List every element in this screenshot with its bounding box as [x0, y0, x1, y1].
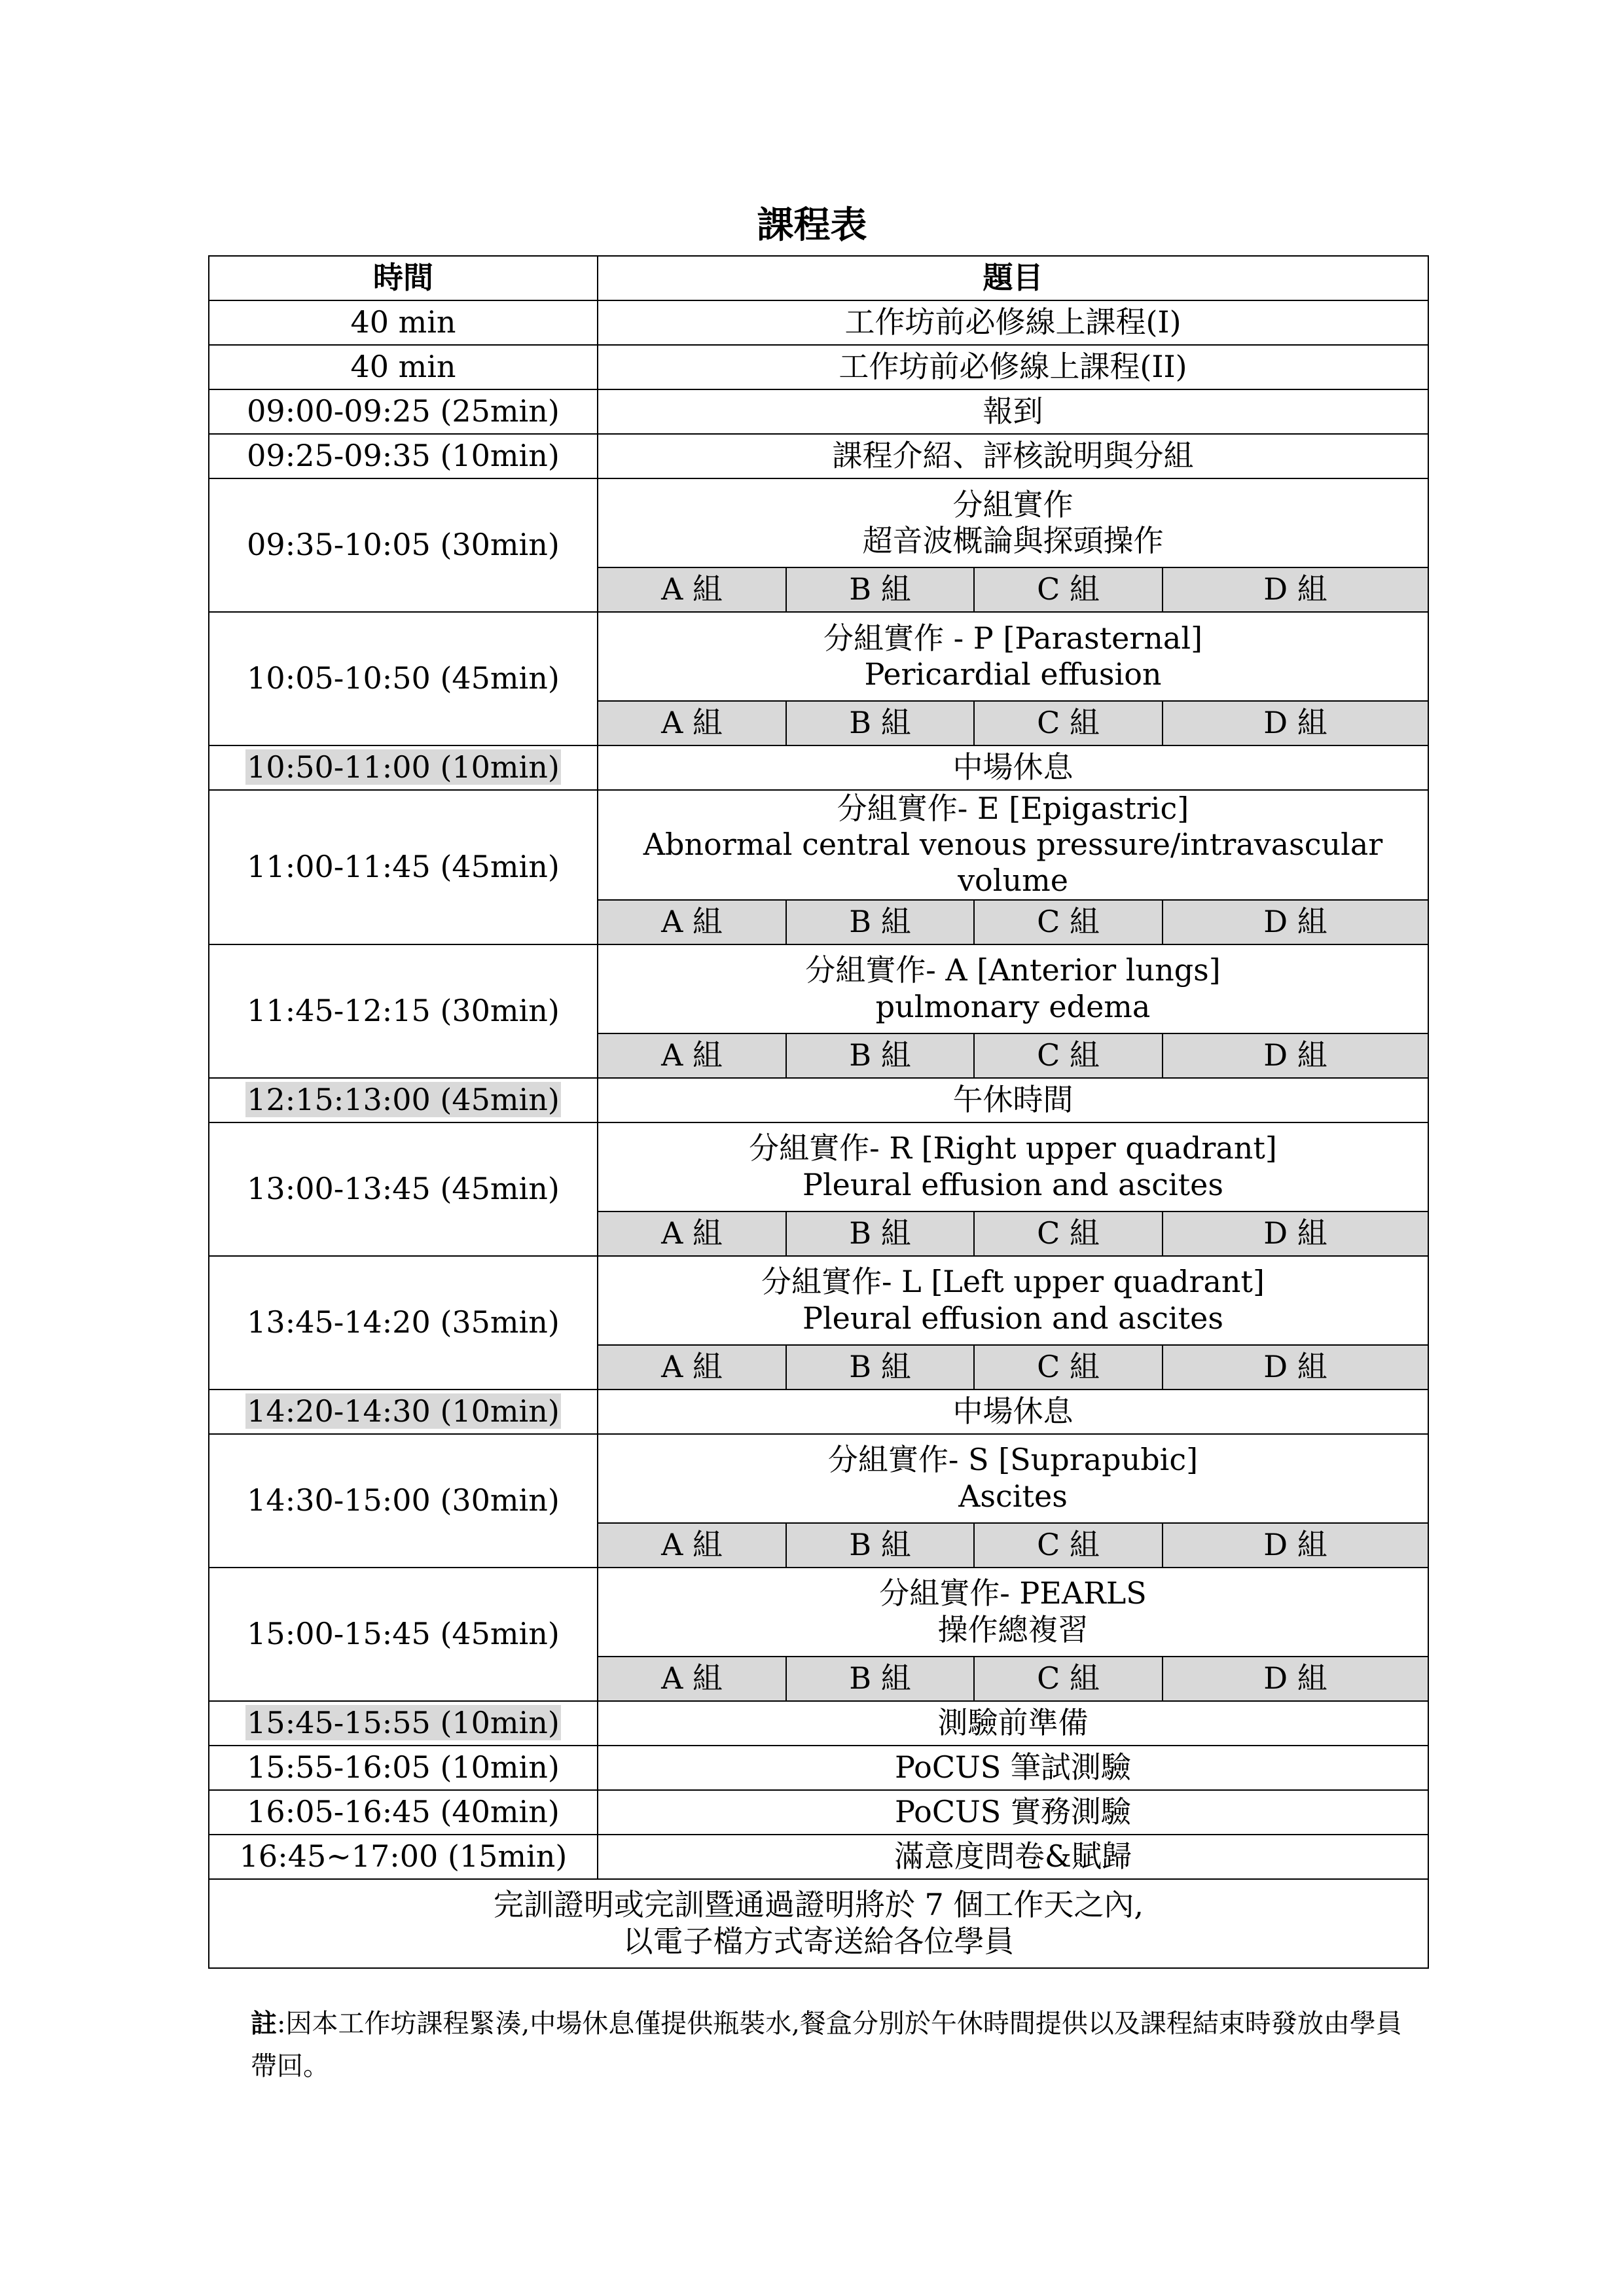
group-cell: B 組: [786, 1657, 974, 1701]
time-cell: 13:00-13:45 (45min): [209, 1122, 598, 1256]
group-cell: B 組: [786, 1345, 974, 1390]
topic-cell: PoCUS 筆試測驗: [598, 1746, 1428, 1790]
time-cell: 09:35-10:05 (30min): [209, 478, 598, 612]
topic-cell: 課程介紹、評核說明與分組: [598, 434, 1428, 478]
group-cell: C 組: [974, 1033, 1163, 1078]
group-cell: B 組: [786, 900, 974, 944]
group-cell: C 組: [974, 900, 1163, 944]
footnote: [251, 2003, 1416, 2088]
session-row: [209, 1568, 1428, 1657]
group-cell: C 組: [974, 1211, 1163, 1256]
time-cell: 09:00-09:25 (25min): [209, 389, 598, 434]
time-highlight: 15:45-15:55 (10min): [247, 1704, 560, 1740]
session-topic-line1: 分組實作 - P [Parasternal]: [823, 620, 1203, 656]
session-topic-line2: Pleural effusion and ascites: [803, 1166, 1223, 1202]
time-cell: 13:45-14:20 (35min): [209, 1256, 598, 1390]
schedule-table: [208, 255, 1429, 1969]
session-topic-line2: pulmonary edema: [875, 988, 1151, 1024]
time-cell: 14:30-15:00 (30min): [209, 1434, 598, 1568]
break-label: 中場休息: [598, 745, 1428, 790]
group-cell: A 組: [598, 1345, 786, 1390]
time-cell: 11:45-12:15 (30min): [209, 944, 598, 1078]
group-cell: B 組: [786, 567, 974, 612]
page-title: 課程表: [757, 204, 867, 247]
session-row: [209, 1434, 1428, 1523]
group-cell: C 組: [974, 1657, 1163, 1701]
session-topic-line2: 操作總複習: [937, 1611, 1089, 1647]
group-cell: C 組: [974, 701, 1163, 745]
schedule-row: [209, 1835, 1428, 1879]
session-topic-line1: 分組實作- R [Right upper quadrant]: [749, 1130, 1277, 1166]
session-topic-cell: [598, 790, 1428, 900]
session-topic-line2: Pericardial effusion: [864, 656, 1162, 692]
footer-line2: 以電子檔方式寄送給各位學員: [623, 1923, 1015, 1959]
schedule-row: [209, 1790, 1428, 1835]
footnote-label: 註: [251, 2009, 277, 2039]
topic-cell: 報到: [598, 389, 1428, 434]
break-label: 測驗前準備: [598, 1701, 1428, 1746]
group-cell: D 組: [1163, 1345, 1428, 1390]
schedule-row: [209, 345, 1428, 389]
session-topic-cell: [598, 478, 1428, 567]
session-row: [209, 1122, 1428, 1211]
session-topic-cell: [598, 612, 1428, 701]
time-cell: 16:05-16:45 (40min): [209, 1790, 598, 1835]
group-cell: A 組: [598, 567, 786, 612]
session-topic-cell: [598, 1122, 1428, 1211]
session-topic-line2: Abnormal central venous pressure/intravascular volume: [643, 827, 1383, 899]
break-row: [209, 1701, 1428, 1746]
session-topic-line1: 分組實作- S [Suprapubic]: [827, 1442, 1199, 1478]
time-cell: [209, 745, 598, 790]
session-topic-cell: [598, 944, 1428, 1033]
header-topic: 題目: [598, 256, 1428, 300]
footnote-text: :因本工作坊課程緊湊,中場休息僅提供瓶裝水,餐盒分別於午休時間提供以及課程結束時發放由學員帶回。: [251, 2009, 1402, 2081]
time-highlight: 10:50-11:00 (10min): [247, 749, 560, 785]
group-cell: C 組: [974, 567, 1163, 612]
session-topic-cell: [598, 1568, 1428, 1657]
session-row: [209, 478, 1428, 567]
table-header-row: [209, 256, 1428, 300]
group-cell: D 組: [1163, 1523, 1428, 1568]
group-cell: C 組: [974, 1523, 1163, 1568]
time-cell: 40 min: [209, 345, 598, 389]
time-cell: 11:00-11:45 (45min): [209, 790, 598, 944]
topic-cell: 工作坊前必修線上課程(II): [598, 345, 1428, 389]
session-row: [209, 612, 1428, 701]
session-topic-line2: Pleural effusion and ascites: [803, 1300, 1223, 1336]
group-cell: A 組: [598, 900, 786, 944]
footer-line1: 完訓證明或完訓暨通過證明將於 7 個工作天之內,: [493, 1887, 1144, 1923]
group-cell: B 組: [786, 1033, 974, 1078]
group-cell: D 組: [1163, 1033, 1428, 1078]
time-cell: 16:45~17:00 (15min): [209, 1835, 598, 1879]
time-cell: [209, 1078, 598, 1122]
session-topic-line2: 超音波概論與探頭操作: [862, 523, 1164, 558]
group-cell: D 組: [1163, 1657, 1428, 1701]
group-cell: D 組: [1163, 900, 1428, 944]
time-cell: 40 min: [209, 300, 598, 345]
group-cell: B 組: [786, 701, 974, 745]
session-topic-cell: [598, 1434, 1428, 1523]
group-cell: B 組: [786, 1523, 974, 1568]
session-topic-line2: Ascites: [958, 1478, 1068, 1514]
group-cell: C 組: [974, 1345, 1163, 1390]
time-cell: 09:25-09:35 (10min): [209, 434, 598, 478]
session-topic-cell: [598, 1256, 1428, 1345]
topic-cell: 滿意度問卷&賦歸: [598, 1835, 1428, 1879]
schedule-row: [209, 1746, 1428, 1790]
break-row: [209, 1390, 1428, 1434]
footer-row: [209, 1879, 1428, 1968]
group-cell: A 組: [598, 1033, 786, 1078]
footer-cell: [209, 1879, 1428, 1968]
topic-cell: 工作坊前必修線上課程(I): [598, 300, 1428, 345]
time-cell: 15:55-16:05 (10min): [209, 1746, 598, 1790]
group-cell: D 組: [1163, 1211, 1428, 1256]
time-cell: [209, 1390, 598, 1434]
group-cell: A 組: [598, 701, 786, 745]
session-row: [209, 1256, 1428, 1345]
group-cell: A 組: [598, 1523, 786, 1568]
session-row: [209, 790, 1428, 900]
session-topic-line1: 分組實作- L [Left upper quadrant]: [761, 1264, 1265, 1300]
break-label: 午休時間: [598, 1078, 1428, 1122]
session-topic-line1: 分組實作- PEARLS: [879, 1575, 1147, 1611]
group-cell: A 組: [598, 1657, 786, 1701]
time-highlight: 12:15:13:00 (45min): [247, 1081, 560, 1117]
time-highlight: 14:20-14:30 (10min): [247, 1393, 560, 1429]
header-time: 時間: [209, 256, 598, 300]
topic-cell: PoCUS 實務測驗: [598, 1790, 1428, 1835]
group-cell: D 組: [1163, 701, 1428, 745]
break-label: 中場休息: [598, 1390, 1428, 1434]
break-row: [209, 1078, 1428, 1122]
group-cell: B 組: [786, 1211, 974, 1256]
session-row: [209, 944, 1428, 1033]
group-cell: D 組: [1163, 567, 1428, 612]
group-cell: A 組: [598, 1211, 786, 1256]
session-topic-line1: 分組實作- A [Anterior lungs]: [805, 952, 1221, 988]
session-topic-line1: 分組實作: [952, 486, 1074, 522]
break-row: [209, 745, 1428, 790]
time-cell: 15:00-15:45 (45min): [209, 1568, 598, 1701]
schedule-row: [209, 300, 1428, 345]
schedule-row: [209, 434, 1428, 478]
time-cell: 10:05-10:50 (45min): [209, 612, 598, 745]
schedule-row: [209, 389, 1428, 434]
time-cell: [209, 1701, 598, 1746]
session-topic-line1: 分組實作- E [Epigastric]: [837, 791, 1189, 826]
